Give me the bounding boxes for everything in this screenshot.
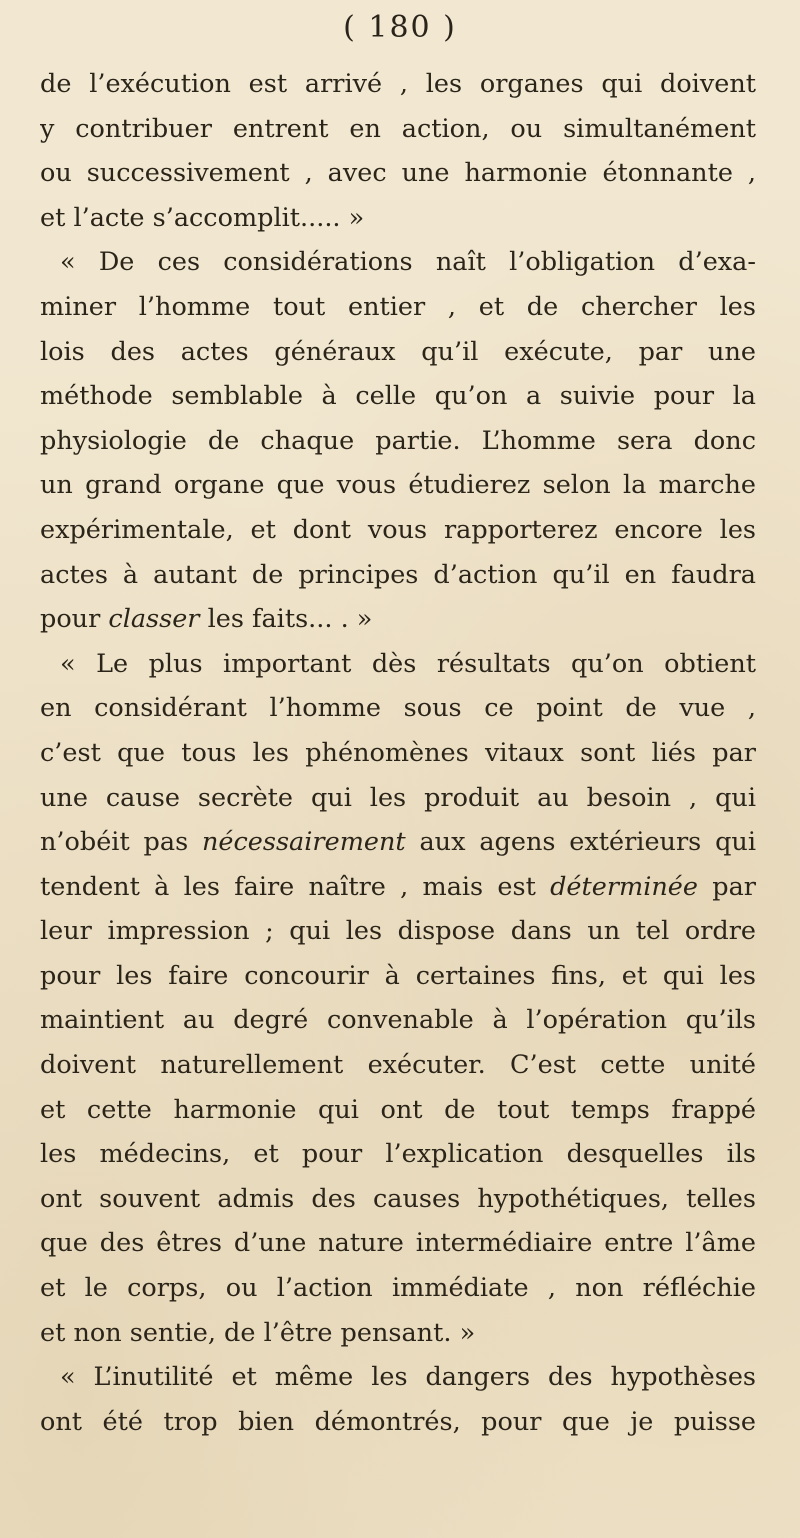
text-segment: en considérant l’homme sous ce point de vue , xyxy=(40,693,756,724)
text-segment: méthode semblable à celle qu’on a suivie pour la xyxy=(40,381,756,412)
text-line xyxy=(40,330,756,375)
text-segment: ou successivement , avec une harmonie étonnante , xyxy=(40,158,756,189)
text-segment: lois des actes généraux qu’il exécute, par une xyxy=(40,336,756,367)
text-segment: et cette harmonie qui ont de tout temps frappé xyxy=(40,1094,756,1125)
text-line xyxy=(40,1088,756,1133)
text-segment: et le corps, ou l’action immédiate , non réfléchie xyxy=(40,1273,756,1304)
text-segment: physiologie de chaque partie. L’homme sera donc xyxy=(40,425,756,456)
text-segment: et non sentie, de l’être pensant. » xyxy=(40,1317,476,1348)
text-segment: que des êtres d’une nature intermédiaire entre l’âme xyxy=(40,1228,756,1259)
text-segment: y contribuer entrent en action, ou simultanément xyxy=(40,113,756,144)
text-line xyxy=(40,151,756,196)
text-segment: tendent à les faire naître , mais est xyxy=(40,871,551,902)
text-line xyxy=(40,107,756,152)
text-segment: les faits... . » xyxy=(199,604,373,635)
text-segment: les médecins, et pour l’explication desquelles ils xyxy=(40,1139,756,1170)
text-line xyxy=(40,553,756,598)
text-segment: une cause secrète qui les produit au besoin , qui xyxy=(40,782,756,813)
text-segment: « De ces considérations naît l’obligation d’exa- xyxy=(60,247,756,278)
text-line xyxy=(40,1177,756,1222)
text-line xyxy=(40,1266,756,1311)
text-line xyxy=(40,419,756,464)
page-number: ( 180 ) xyxy=(343,10,457,45)
text-line xyxy=(40,1355,756,1400)
text-line xyxy=(40,998,756,1043)
text-segment: « L’inutilité et même les dangers des hypothèses xyxy=(60,1362,756,1393)
text-line xyxy=(40,374,756,419)
text-segment: leur impression ; qui les dispose dans un tel ordre xyxy=(40,916,756,947)
text-segment: ont été trop bien démontrés, pour que je puisse xyxy=(40,1406,756,1437)
text-segment: aux agens extérieurs qui xyxy=(405,827,756,858)
text-segment: actes à autant de principes d’action qu’il en faudra xyxy=(40,559,756,590)
text-segment: miner l’homme tout entier , et de chercher les xyxy=(40,291,756,322)
text-segment: n’obéit pas xyxy=(40,827,202,858)
text-line xyxy=(40,508,756,553)
text-segment: pour xyxy=(40,604,109,635)
text-segment: un grand organe que vous étudierez selon la marche xyxy=(40,470,756,501)
text-line xyxy=(40,62,756,107)
text-segment: c’est que tous les phénomènes vitaux sont liés par xyxy=(40,737,756,768)
text-segment: « Le plus important dès résultats qu’on obtient xyxy=(60,648,756,679)
text-line xyxy=(40,820,756,865)
text-line xyxy=(40,597,756,642)
text-line xyxy=(40,909,756,954)
text-line xyxy=(40,1221,756,1266)
body-text xyxy=(40,62,756,1444)
text-line xyxy=(40,686,756,731)
text-segment: par xyxy=(698,871,756,902)
text-segment: ont souvent admis des causes hypothétiques, telles xyxy=(40,1183,756,1214)
text-line xyxy=(40,463,756,508)
text-line xyxy=(40,196,756,241)
text-segment: doivent naturellement exécuter. C’est cette unité xyxy=(40,1050,756,1081)
text-line xyxy=(40,1400,756,1445)
text-line xyxy=(40,240,756,285)
text-line xyxy=(40,1311,756,1356)
text-segment: de l’exécution est arrivé , les organes qui doivent xyxy=(40,69,756,99)
text-line xyxy=(40,1132,756,1177)
text-line xyxy=(40,731,756,776)
text-line xyxy=(40,285,756,330)
text-line xyxy=(40,1043,756,1088)
text-segment: pour les faire concourir à certaines fins, et qui les xyxy=(40,960,756,991)
italic-text: nécessairement xyxy=(202,827,406,858)
text-segment: maintient au degré convenable à l’opération qu’ils xyxy=(40,1005,756,1036)
text-line xyxy=(40,954,756,999)
text-line xyxy=(40,865,756,910)
text-segment: expérimentale, et dont vous rapporterez encore les xyxy=(40,514,756,545)
text-line xyxy=(40,776,756,821)
text-segment: et l’acte s’accomplit..... » xyxy=(40,202,365,233)
text-line xyxy=(40,642,756,687)
italic-text: déterminée xyxy=(550,871,698,902)
italic-text: classer xyxy=(108,604,200,635)
